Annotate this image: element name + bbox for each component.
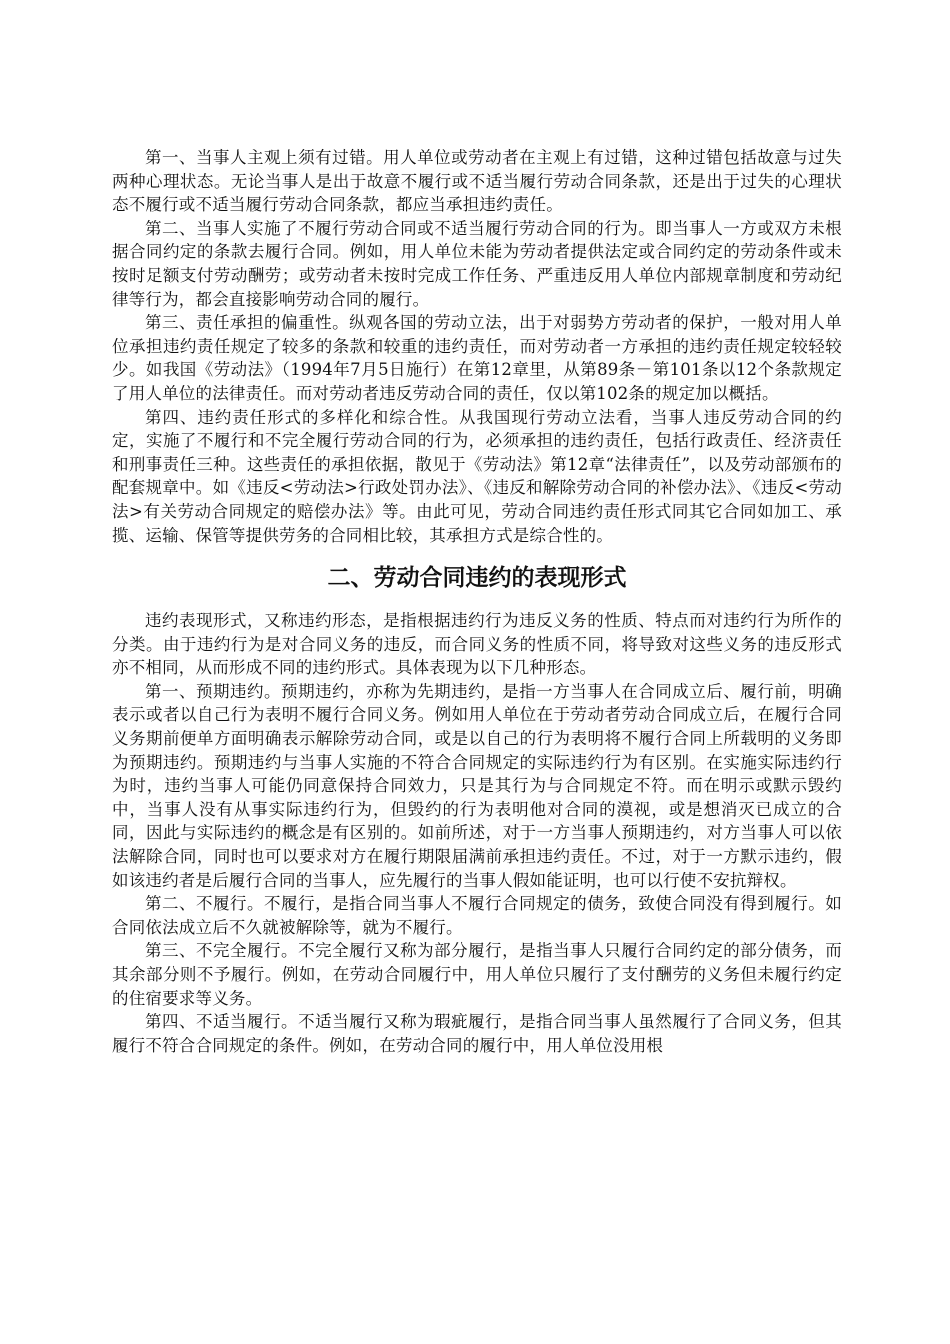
paragraph-liability-forms: 第四、违约责任形式的多样化和综合性。从我国现行劳动立法看，当事人违反劳动合同的约定，实施了不履行和不完全履行劳动合同的行为，必须承担的违约责任，包括行政责任、经济责任和刑事责任三种。这些责任的承担依据，散见于《劳动法》第12章“法律责任”，以及劳动部颁布的配套规章中。如《违反<劳动法>行政处罚办法》、《违反和解除劳动合同的补偿办法》、《违反<劳动法>有关劳动合同规定的赔偿办法》等。由此可见，劳动合同违约责任形式同其它合同如加工、承揽、运输、保管等提供劳务的合同相比较，其承担方式是综合性的。 [112,407,842,545]
paragraph-anticipatory-breach: 第一、预期违约。预期违约，亦称为先期违约，是指一方当事人在合同成立后、履行前，明确表示或者以自己行为表明不履行合同义务。例如用人单位在于劳动者劳动合同成立后，在履行合同义务期前便单方面明确表示解除劳动合同，或是以自己的行为表明将不履行合同上所载明的义务即为预期违约。预期违约与当事人实施的不符合合同规定的实际违约行为有区别。在实施实际违约行为时，违约当事人可能仍同意保持合同效力，只是其行为与合同规定不符。而在明示或默示毁约中，当事人没有从事实际违约行为，但毁约的行为表明他对合同的漠视，或是想消灭已成立的合同，因此与实际违约的概念是有区别的。如前所述，对于一方当事人预期违约，对方当事人可以依法解除合同，同时也可以要求对方在履行期限届满前承担违约责任。不过，对于一方默示违约，假如该违约者是后履行合同的当事人，应先履行的当事人假如能证明，也可以行使不安抗辩权。 [112,681,842,890]
paragraph-liability-bias: 第三、责任承担的偏重性。纵观各国的劳动立法，出于对弱势方劳动者的保护，一般对用人单位承担违约责任规定了较多的条款和较重的违约责任，而对劳动者一方承担的违约责任规定较轻较少。如我国《劳动法》（1994年7月5日施行）在第12章里，从第89条－第101条以12个条款规定了用人单位的法律责任。而对劳动者违反劳动合同的责任，仅以第102条的规定加以概括。 [112,313,842,403]
paragraph-liability-fault: 第一、当事人主观上须有过错。用人单位或劳动者在主观上有过错，这种过错包括故意与过失两种心理状态。无论当事人是出于故意不履行或不适当履行劳动合同条款，还是出于过失的心理状态不履行或不适当履行劳动合同条款，都应当承担违约责任。 [112,148,842,215]
document-page [112,146,842,1057]
section-heading: 二、劳动合同违约的表现形式 [327,565,627,592]
paragraph-breach-intro: 违约表现形式，又称违约形态，是指根据违约行为违反义务的性质、特点而对违约行为所作的分类。由于违约行为是对合同义务的违反，而合同义务的性质不同，将导致对这些义务的违反形式亦不相同，从而形成不同的违约形式。具体表现为以下几种形态。 [112,611,842,678]
paragraph-non-performance: 第二、不履行。不履行，是指合同当事人不履行合同规定的债务，致使合同没有得到履行。如合同依法成立后不久就被解除等，就为不履行。 [112,894,842,937]
paragraph-improper-performance: 第四、不适当履行。不适当履行又称为瑕疵履行，是指合同当事人虽然履行了合同义务，但其履行不符合合同规定的条件。例如，在劳动合同的履行中，用人单位没用根 [112,1012,842,1055]
paragraph-liability-act: 第二、当事人实施了不履行劳动合同或不适当履行劳动合同的行为。即当事人一方或双方未根据合同约定的条款去履行合同。例如，用人单位未能为劳动者提供法定或合同约定的劳动条件或未按时足额支付劳动酬劳；或劳动者未按时完成工作任务、严重违反用人单位内部规章制度和劳动纪律等行为，都会直接影响劳动合同的履行。 [112,218,842,309]
paragraph-partial-performance: 第三、不完全履行。不完全履行又称为部分履行，是指当事人只履行合同约定的部分债务，而其余部分则不予履行。例如，在劳动合同履行中，用人单位只履行了支付酬劳的义务但未履行约定的住宿要求等义务。 [112,941,842,1008]
